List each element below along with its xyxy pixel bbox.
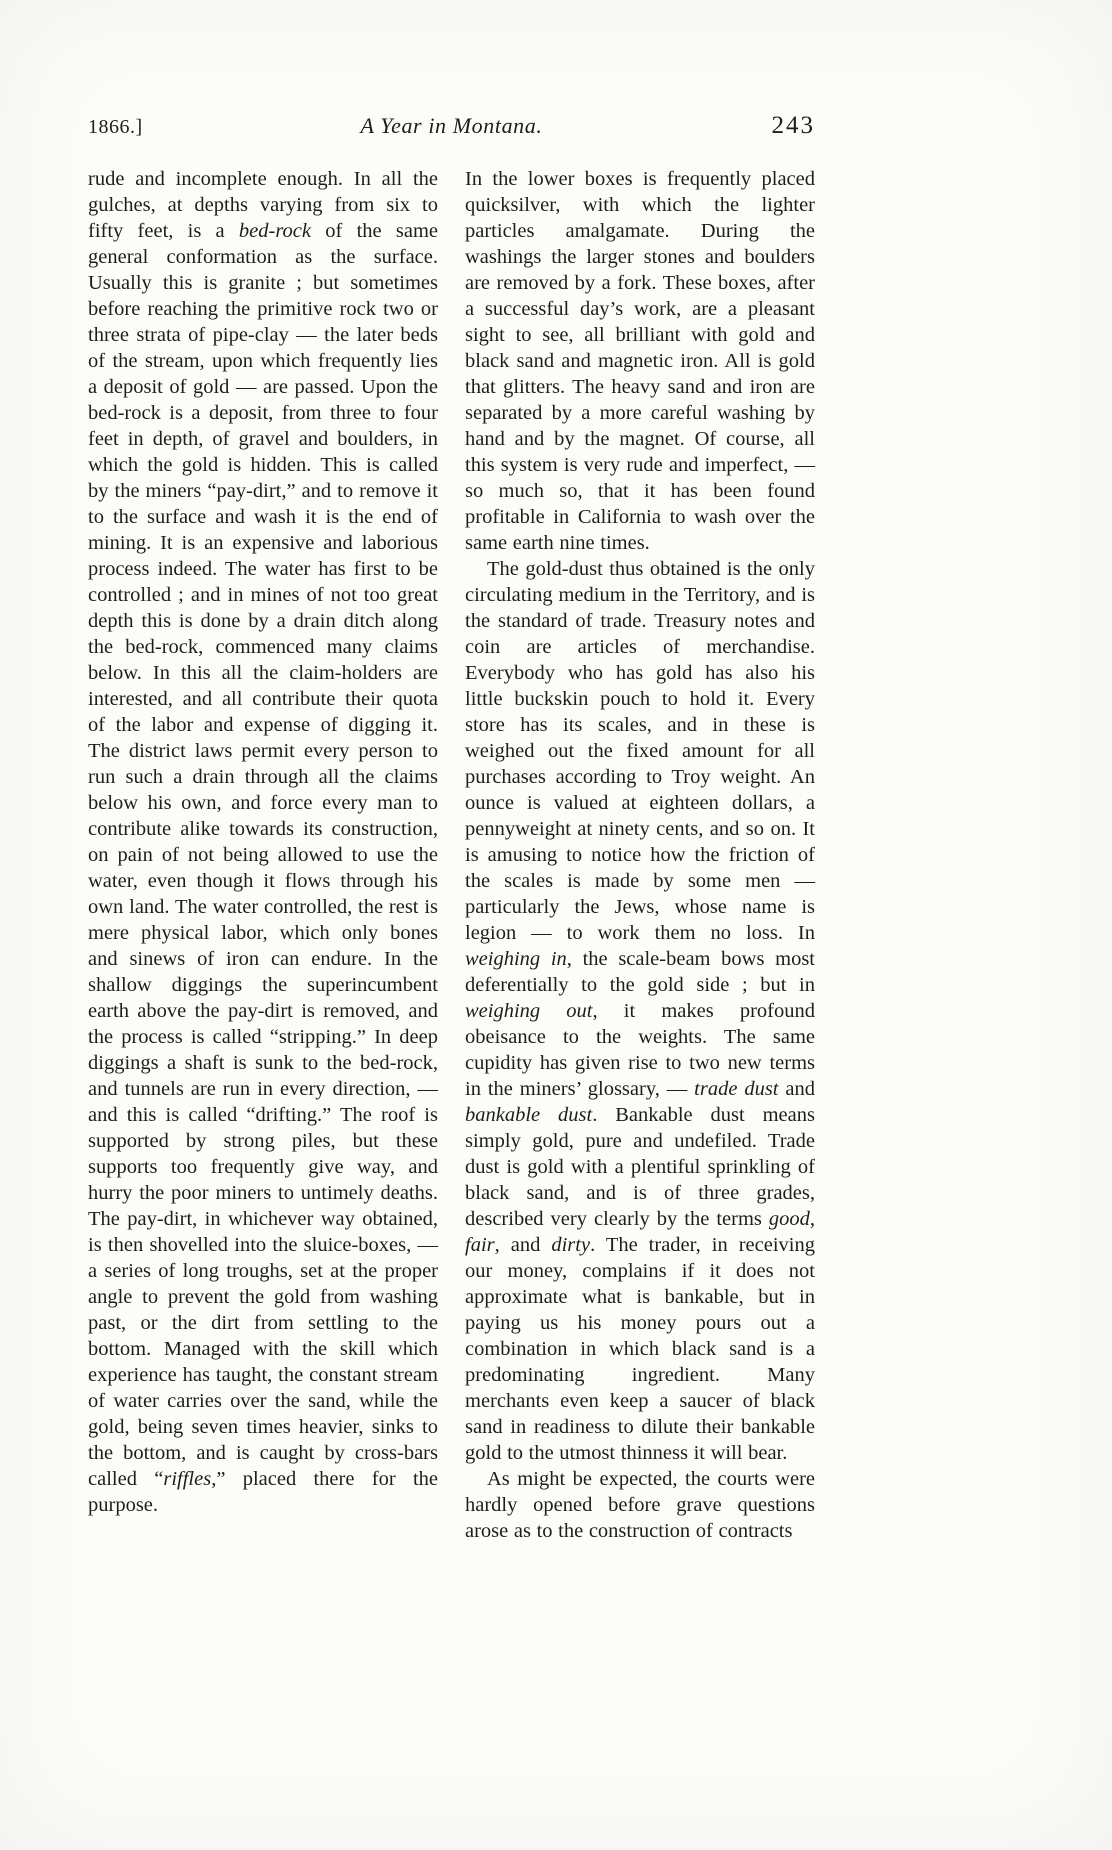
header-year: 1866.] xyxy=(88,116,143,138)
text-run: As might be expected, the courts were hardly opened before grave questions arose as to the construction of contracts xyxy=(465,1468,815,1542)
text-run: ,” placed there for the purpose. xyxy=(88,1468,438,1516)
paragraph xyxy=(465,166,815,556)
italic-text-run: weighing in xyxy=(465,948,567,970)
text-run: of the same general conformation as the surface. Usually this is granite ; but sometimes before reaching the primitive rock two or three strata of pipe-clay — the later beds of the stream, upon which frequently lies a deposit of gold — are passed. Upon the bed-rock is a deposit, from three to four feet in depth, of gravel and boulders, in which the gold is hidden. This is called by the miners “pay-dirt,” and to remove it to the surface and wash it is the end of mining. It is an expensive and laborious process indeed. The water has first to be controlled ; and in mines of not too great depth this is done by a drain ditch along the bed-rock, commenced many claims below. In this all the claim-holders are interested, and all contribute their quota of the labor and expense of digging it. The district laws permit every person to run such a drain through all the claims below his own, and force every man to contribute alike towards its construction, on pain of not being allowed to use the water, even though it flows through his own land. The water controlled, the rest is mere physical labor, which only bones and sinews of iron can endure. In the shallow diggings the superincumbent earth above the pay-dirt is removed, and the process is called “stripping.” In deep diggings a shaft is sunk to the bed-rock, and tunnels are run in every direction, — and this is called “drifting.” The roof is supported by strong piles, but these supports too frequently give way, and hurry the poor miners to untimely deaths. The pay-dirt, in whichever way obtained, is then shovelled into the sluice-boxes, — a series of long troughs, set at the proper angle to prevent the gold from washing past, or the dirt from settling to the bottom. Managed with the skill which experience has taught, the constant stream of water carries over the sand, while the gold, being seven times heavier, sinks to the bottom, and is caught by cross-bars called “ xyxy=(88,220,438,1490)
text-run: The gold-dust thus obtained is the only circulating medium in the Territory, and is the standard of trade. Treasury notes and coin are articles of merchandise. Everybody who has gold has also his little buckskin pouch to hold it. Every store has its scales, and in these is weighed out the fixed amount for all purchases according to Troy weight. An ounce is valued at eighteen dollars, a pennyweight at ninety cents, and so on. It is amusing to notice how the friction of the scales is made by some men — particularly the Jews, whose name is legion — to work them no loss. In xyxy=(465,558,815,944)
italic-text-run: good xyxy=(768,1208,810,1230)
text-run: , it makes profound obeisance to the weights. The same cupidity has given rise to two new terms in the miners’ glossary, — xyxy=(465,1000,816,1100)
italic-text-run: bed-rock xyxy=(238,220,311,242)
text-run: , xyxy=(809,1208,815,1230)
italic-text-run: weighing out xyxy=(465,1000,593,1022)
text-run: , and xyxy=(494,1234,552,1256)
text-run: . Bankable dust means simply gold, pure and undefiled. Trade dust is gold with a plentiful sprinkling of black sand, and is of three grades, described very clearly by the terms xyxy=(465,1104,815,1230)
text-run: . The trader, in receiving our money, complains if it does not approximate what is bankable, but in paying us his money pours out a combination in which black sand is a predominating ingredient. Many merchants even keep a saucer of black sand in readiness to dilute their bankable gold to the utmost thinness it will bear. xyxy=(465,1234,815,1464)
paragraph xyxy=(88,166,438,1518)
header-title: A Year in Montana. xyxy=(360,113,543,138)
left-column xyxy=(88,166,438,1544)
text-run: rude and incomplete enough. In all the gulches, at depths varying from six to fifty feet, is a xyxy=(88,168,438,242)
right-column xyxy=(465,166,815,1544)
italic-text-run: bankable dust xyxy=(465,1104,593,1126)
text-run: , the scale-beam bows most deferentially to the gold side ; but in xyxy=(465,948,816,996)
header-page-number: 243 xyxy=(771,112,815,139)
text-columns xyxy=(88,166,815,1544)
italic-text-run: trade dust xyxy=(694,1078,779,1100)
text-run: In the lower boxes is frequently placed quicksilver, with which the lighter particles amalgamate. During the washings the larger stones and boulders are removed by a fork. These boxes, after a successful day’s work, are a pleasant sight to see, all brilliant with gold and black sand and magnetic iron. All is gold that glitters. The heavy sand and iron are separated by a more careful washing by hand and by the magnet. Of course, all this system is very rude and imperfect, — so much so, that it has been found profitable in California to wash over the same earth nine times. xyxy=(465,168,815,554)
text-run: and xyxy=(778,1078,815,1100)
italic-text-run: riffles xyxy=(163,1468,212,1490)
paragraph xyxy=(465,556,815,1466)
italic-text-run: fair xyxy=(465,1234,495,1256)
running-head xyxy=(88,112,815,140)
italic-text-run: dirty xyxy=(551,1234,591,1256)
paragraph xyxy=(465,1466,815,1544)
